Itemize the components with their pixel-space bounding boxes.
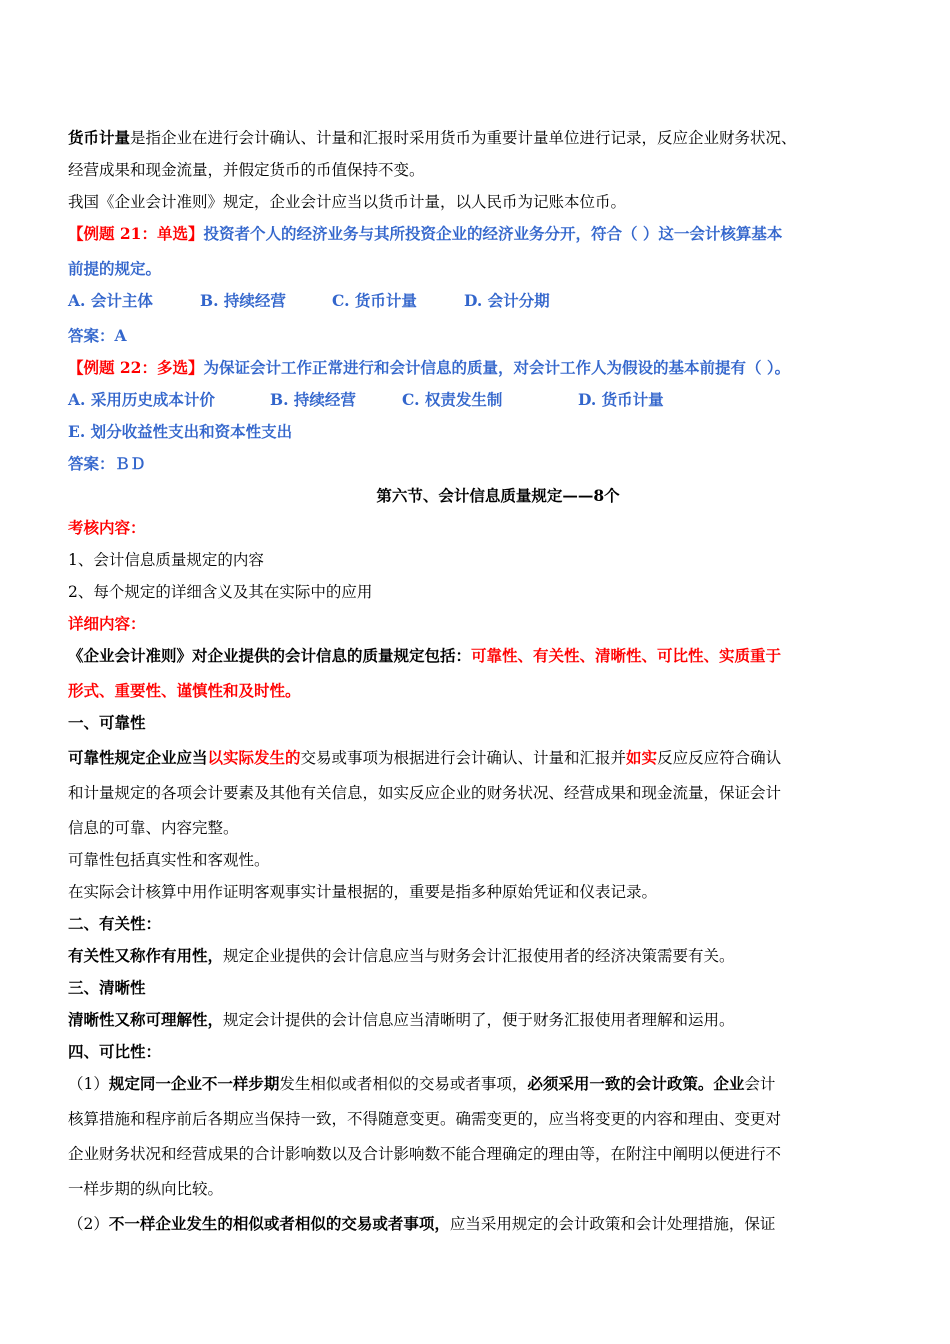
option-d: D. 会计分期 [464,291,550,310]
example-22-options [68,390,888,410]
paragraph-line: 信息的可靠、内容完整。 [68,819,239,837]
paragraph-line: 一样步期的纵向比较。 [68,1180,224,1198]
option-a: A. 会计主体 [68,291,153,310]
relevance-paragraph [68,946,888,966]
option-d: D. 货币计量 [578,390,664,409]
paragraph-line: 我国《企业会计准则》规定，企业会计应当以货币计量，以人民币为记账本位币。 [68,193,627,211]
option-c: C. 权责发生制 [402,390,503,409]
section-title: 第六节、会计信息质量规定——8个 [376,486,620,505]
example-21-options [68,291,888,311]
example-21-answer: 答案：A [68,326,127,345]
paragraph-line: 经营成果和现金流量，并假定货币的币值保持不变。 [68,161,425,179]
text-span: 规定会计提供的会计信息应当清晰明了，便于财务汇报使用者理解和运用。 [223,1011,735,1029]
option-b: B. 持续经营 [200,291,286,310]
clarity-paragraph [68,1010,888,1030]
example-21-question [68,224,888,244]
option-b: B. 持续经营 [270,390,356,409]
option-a: A. 采用历史成本计价 [68,390,215,409]
example-21-question-cont: 前提的规定。 [68,259,162,278]
exam-item: 2、每个规定的详细含义及其在实际中的应用 [68,583,373,601]
paragraph-monetary-measurement [68,128,888,148]
highlight: 如实 [626,748,658,767]
exam-content-label: 考核内容： [68,518,146,537]
text-span: 清晰性又称可理解性， [68,1010,224,1029]
text-span: 发生相似或者相似的交易或者事项， [279,1075,528,1093]
exam-item: 1、会计信息质量规定的内容 [68,551,264,569]
option-c: C. 货币计量 [332,291,417,310]
text-span: 不一样企业发生的相似或者相似的交易或者事项， [108,1214,450,1233]
text-span: 必须采用一致的会计政策。企业 [527,1074,745,1093]
paragraph-line: 在实际会计核算中用作证明客观事实计量根据的，重要是指多种原始凭证和仪表记录。 [68,883,658,901]
example-22-question [68,358,888,378]
text-span: 是指企业在进行会计确认、计量和汇报时采用货币为重要计量单位进行记录，反应企业财务状况、 [130,129,797,147]
text-span: 会计 [744,1075,776,1093]
text-span: 应当采用规定的会计政策和会计处理措施，保证 [449,1215,776,1233]
quality-list-cont: 形式、重要性、谨慎性和及时性。 [68,681,301,700]
text-span: 可靠性规定企业应当 [68,748,208,767]
highlight: 以实际发生的 [207,748,301,767]
comparability-paragraph-1 [68,1074,888,1094]
document-page [68,128,888,1234]
detail-content-label: 详细内容： [68,614,146,633]
paragraph-line: 核算措施和程序前后各期应当保持一致，不得随意变更。确需变更的，应当将变更的内容和理由、变更对 [68,1110,782,1128]
example-22-tag: 【例题 22：多选】 [68,358,204,377]
quality-list: 可靠性、有关性、清晰性、可比性、实质重于 [471,646,782,665]
paragraph-line: 可靠性包括真实性和客观性。 [68,851,270,869]
text-span: 为保证会计工作正常进行和会计信息的质量，对会计工作人为假设的基本前提有（ ）。 [203,358,791,377]
text-span: 反应反应符合确认 [657,749,782,767]
text-span: （1） [68,1075,109,1093]
term-monetary: 货币计量 [68,128,131,147]
heading-reliability: 一、可靠性 [68,713,146,732]
text-span: 《企业会计准则》对企业提供的会计信息的质量规定包括： [68,646,472,665]
heading-relevance: 二、有关性： [68,914,162,933]
quality-requirements [68,646,888,666]
reliability-paragraph [68,748,888,768]
heading-clarity: 三、清晰性 [68,978,146,997]
example-22-answer: 答案：ＢＤ [68,454,146,473]
example-22-option-e: E. 划分收益性支出和资本性支出 [68,422,293,441]
text-span: 规定企业提供的会计信息应当与财务会计汇报使用者的经济决策需要有关。 [223,947,735,965]
text-span: 投资者个人的经济业务与其所投资企业的经济业务分开，符合（ ）这一会计核算基本 [203,224,783,243]
text-span: 有关性又称作有用性， [68,946,224,965]
paragraph-line: 和计量规定的各项会计要素及其他有关信息，如实反应企业的财务状况、经营成果和现金流量，保证会计 [68,784,782,802]
heading-comparability: 四、可比性： [68,1042,162,1061]
paragraph-line: 企业财务状况和经营成果的合计影响数以及合计影响数不能合理确定的理由等，在附注中阐明以便进行不 [68,1145,782,1163]
text-span: （2） [68,1215,109,1233]
comparability-paragraph-2 [68,1214,888,1234]
text-span: 规定同一企业不一样步期 [108,1074,280,1093]
example-21-tag: 【例题 21：单选】 [68,224,204,243]
text-span: 交易或事项为根据进行会计确认、计量和汇报并 [300,749,627,767]
